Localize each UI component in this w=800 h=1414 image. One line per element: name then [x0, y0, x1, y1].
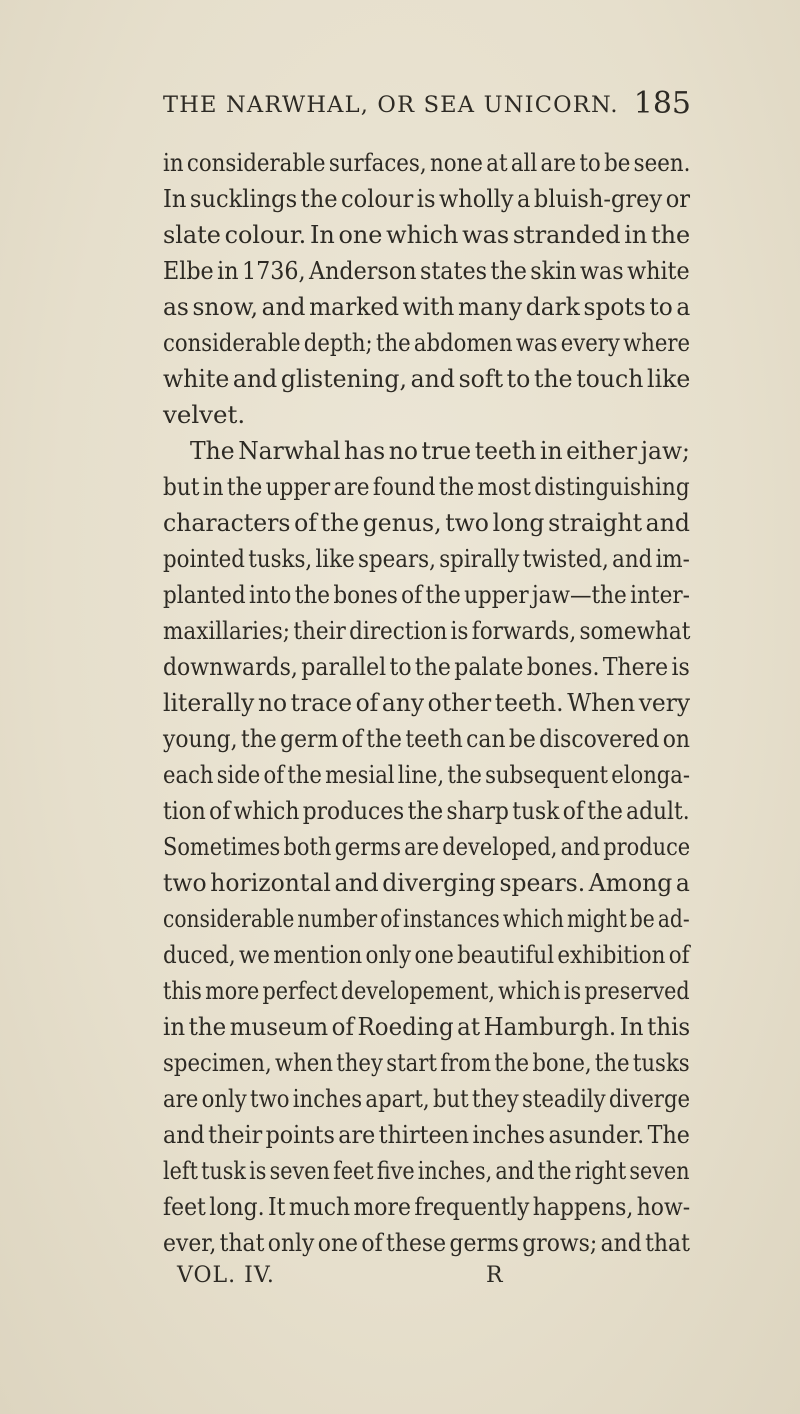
text-line: planted into the bones of the upper jaw—the inter- [163, 580, 690, 609]
text-line: considerable depth; the abdomen was every where [163, 328, 691, 357]
text-line: characters of the genus, two long straight and [163, 508, 690, 537]
running-title: THE NARWHAL, OR SEA UNICORN. [163, 92, 619, 118]
text-line: in the museum of Roeding at Hamburgh. In this [163, 1012, 691, 1041]
page-footer [0, 1263, 800, 1303]
text-line: specimen, when they start from the bone, the tusks [163, 1048, 690, 1077]
text-line: Elbe in 1736, Anderson states the skin was white [163, 256, 690, 285]
text-line: duced, we mention only one beautiful exhibition of [163, 940, 690, 969]
text-line: velvet. [163, 400, 246, 429]
text-line: tion of which produces the sharp tusk of the adult. [163, 796, 690, 825]
text-line: slate colour. In one which was stranded in the [163, 220, 691, 249]
text-line: considerable number of instances which might be ad- [163, 904, 690, 933]
text-line: maxillaries; their direction is forwards, somewhat [163, 616, 691, 645]
text-line: feet long. It much more frequently happens, how- [163, 1192, 691, 1221]
text-line: each side of the mesial line, the subsequent elonga- [163, 760, 691, 789]
signature-mark: R [486, 1263, 503, 1288]
text-line: left tusk is seven feet five inches, and the right seven [163, 1156, 690, 1185]
text-line: and their points are thirteen inches asunder. The [163, 1120, 690, 1149]
text-line: ever, that only one of these germs grows; and that [163, 1228, 690, 1257]
text-line: literally no trace of any other teeth. When very [163, 688, 691, 717]
text-line: young, the germ of the teeth can be discovered on [163, 724, 690, 753]
text-line: two horizontal and diverging spears. Among a [163, 868, 690, 897]
volume-mark: VOL. IV. [177, 1263, 275, 1288]
page-header [163, 86, 691, 132]
text-line: are only two inches apart, but they steadily diverge [163, 1084, 691, 1113]
text-line: In sucklings the colour is wholly a bluish-grey or [163, 184, 691, 213]
text-line: as snow, and marked with many dark spots to a [163, 292, 691, 321]
text-line: white and glistening, and soft to the touch like [163, 364, 691, 393]
text-line: The Narwhal has no true teeth in either jaw; [190, 436, 690, 465]
text-line: pointed tusks, like spears, spirally twisted, and im- [163, 544, 690, 573]
text-line: downwards, parallel to the palate bones. There is [163, 652, 690, 681]
text-line: in considerable surfaces, none at all are to be seen. [163, 148, 691, 177]
text-line: but in the upper are found the most distinguishing [163, 472, 690, 501]
text-line: Sometimes both germs are developed, and produce [163, 832, 691, 861]
text-line: this more perfect developement, which is preserved [163, 976, 690, 1005]
page-number: 185 [633, 86, 691, 121]
